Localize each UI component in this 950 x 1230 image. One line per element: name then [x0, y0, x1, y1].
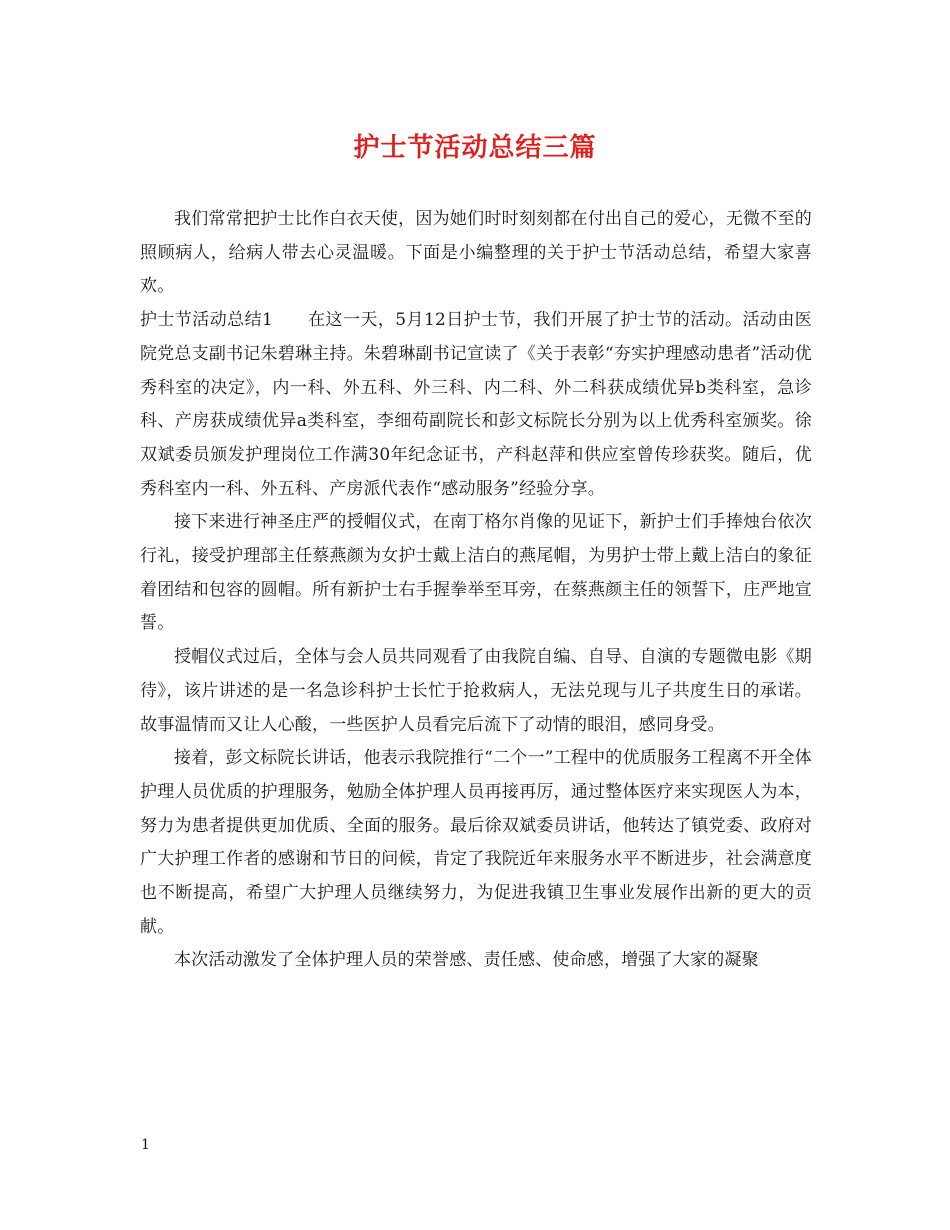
document-title: 护士节活动总结三篇	[353, 133, 597, 163]
conclusion-paragraph: 本次活动激发了全体护理人员的荣誉感、责任感、使命感，增强了大家的凝聚	[174, 950, 759, 971]
micro-film-paragraph: 授帽仪式过后，全体与会人员共同观看了由我院自编、自导、自演的专题微电影《期待》，该片讲述的是一名急诊科护士长忙于抢救病人，无法兑现与儿子共度生日的承诺。故事温情而又让人心酸，一些医护人员看完后流下了动情的眼泪，感同身受。	[140, 647, 812, 735]
intro-paragraph: 我们常常把护士比作白衣天使，因为她们时时刻刻都在付出自己的爱心，无微不至的照顾病人，给病人带去心灵温暖。下面是小编整理的关于护士节活动总结，希望大家喜欢。	[140, 209, 812, 297]
capping-ceremony-paragraph: 接下来进行神圣庄严的授帽仪式，在南丁格尔肖像的见证下，新护士们手捧烛台依次行礼，接受护理部主任蔡燕颜为女护士戴上洁白的燕尾帽，为男护士带上戴上洁白的象征着团结和包容的圆帽。所有新护士右手握拳举至耳旁，在蔡燕颜主任的领誓下，庄严地宣誓。	[140, 512, 812, 634]
document-body	[140, 203, 812, 978]
page-number: 1	[141, 1137, 150, 1153]
summary-1-paragraph: 护士节活动总结1 在这一天，5月12日护士节，我们开展了护士节的活动。活动由医院党总支副书记朱碧琳主持。朱碧琳副书记宣读了《关于表彰“夯实护理感动患者”活动优秀科室的决定》，内一科、外五科、外三科、内二科、外二科获成绩优异b类科室，急诊科、产房获成绩优异a类科室，李细苟副院长和彭文标院长分别为以上优秀科室颁奖。徐双斌委员颁发护理岗位工作满30年纪念证书，产科赵萍和供应室曾传珍获奖。随后，优秀科室内一科、外五科、产房派代表作“感动服务”经验分享。	[140, 310, 812, 499]
speech-paragraph: 接着，彭文标院长讲话，他表示我院推行“二个一”工程中的优质服务工程离不开全体护理人员优质的护理服务，勉励全体护理人员再接再厉，通过整体医疗来实现医人为本，努力为患者提供更加优质、全面的服务。最后徐双斌委员讲话，他转达了镇党委、政府对广大护理工作者的感谢和节日的问候，肯定了我院近年来服务水平不断进步，社会满意度也不断提高，希望广大护理人员继续努力，为促进我镇卫生事业发展作出新的更大的贡献。	[140, 748, 812, 937]
